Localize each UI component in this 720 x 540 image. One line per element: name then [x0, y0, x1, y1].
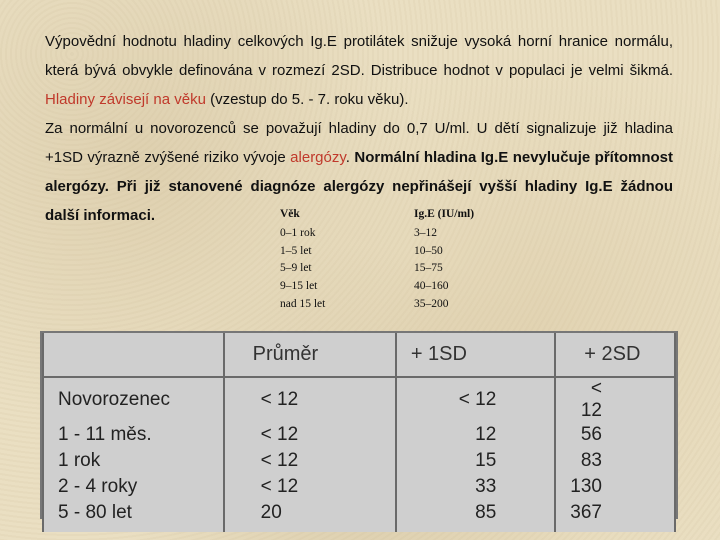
cell-prumer: < 12: [224, 422, 396, 448]
cell-2sd: 130: [555, 474, 675, 500]
cell-prumer: < 12: [224, 448, 396, 474]
header-prumer: Průměr: [224, 333, 396, 377]
ref-cell: 5–9 let: [280, 262, 312, 275]
p1-text1: Výpovědní hodnotu hladiny celkových Ig.E protilátek snižuje vysoká horní hranice normálu, která bývá obvykle definována v rozmezí 2SD. Distribuce hodnot v populaci je velmi šikmá.: [45, 33, 673, 79]
cell-prumer: < 12: [224, 377, 396, 422]
ref-cell: 35–200: [414, 297, 449, 310]
table-row: [43, 377, 675, 422]
cell-1sd: 12: [396, 422, 555, 448]
header-2sd: + 2SD: [555, 333, 675, 377]
table-row: [43, 448, 675, 474]
row-label: 2 - 4 roky: [43, 474, 224, 500]
paragraph-newborn-levels: [45, 114, 673, 230]
cell-2sd: 83: [555, 448, 675, 474]
row-label: 1 - 11 měs.: [43, 422, 224, 448]
row-label: Novorozenec: [43, 377, 224, 422]
p2-text2: .: [345, 149, 355, 166]
p2-red-highlight: alergózy: [290, 149, 346, 166]
sd-values-table: [40, 331, 678, 523]
cell-1sd: < 12: [396, 377, 555, 422]
p2-text1: Za normální u novorozenců se považují hladiny do 0,7 U/ml. U dětí signalizuje již hladina +1SD výrazně zvýšené riziko vývoje: [45, 120, 673, 166]
cell-1sd: 15: [396, 448, 555, 474]
ref-cell: 40–160: [414, 280, 449, 293]
ref-cell: 10–50: [414, 244, 443, 257]
ref-cell: 3–12: [414, 226, 437, 239]
p1-red-highlight: Hladiny závisejí na věku: [45, 91, 206, 108]
ref-col-ige: [414, 206, 474, 314]
ref-cell: nad 15 let: [280, 297, 326, 310]
paragraph-igE-intro: [45, 27, 673, 114]
ref-header-ige: Ig.E (IU/ml): [414, 208, 475, 220]
cell-2sd: < 12: [555, 377, 675, 422]
cell-2sd: 367: [555, 500, 675, 532]
row-label: 5 - 80 let: [43, 500, 224, 532]
ref-header-age: Věk: [280, 208, 300, 220]
table-row: [43, 474, 675, 500]
cell-prumer: 20: [224, 500, 396, 532]
cell-2sd: 56: [555, 422, 675, 448]
ref-cell: 15–75: [414, 262, 443, 275]
ref-cell: 1–5 let: [280, 244, 312, 257]
p2-bold-statement: Normální hladina Ig.E nevylučuje přítomnost alergózy. Při již stanovené diagnóze alergózy nepřinášejí vyšší hladiny Ig.E žádnou další informaci.: [45, 149, 673, 224]
table-row: [43, 500, 675, 532]
p1-text2: (vzestup do 5. - 7. roku věku).: [205, 91, 409, 108]
header-1sd: + 1SD: [396, 333, 555, 377]
ref-cell: 9–15 let: [280, 280, 318, 293]
header-empty: [43, 333, 224, 377]
table-header-row: [43, 333, 675, 377]
cell-1sd: 85: [396, 500, 555, 532]
row-label: 1 rok: [43, 448, 224, 474]
table-row: [43, 422, 675, 448]
cell-prumer: < 12: [224, 474, 396, 500]
cell-1sd: 33: [396, 474, 555, 500]
ref-cell: 0–1 rok: [280, 226, 316, 239]
ref-col-age: [280, 206, 325, 314]
